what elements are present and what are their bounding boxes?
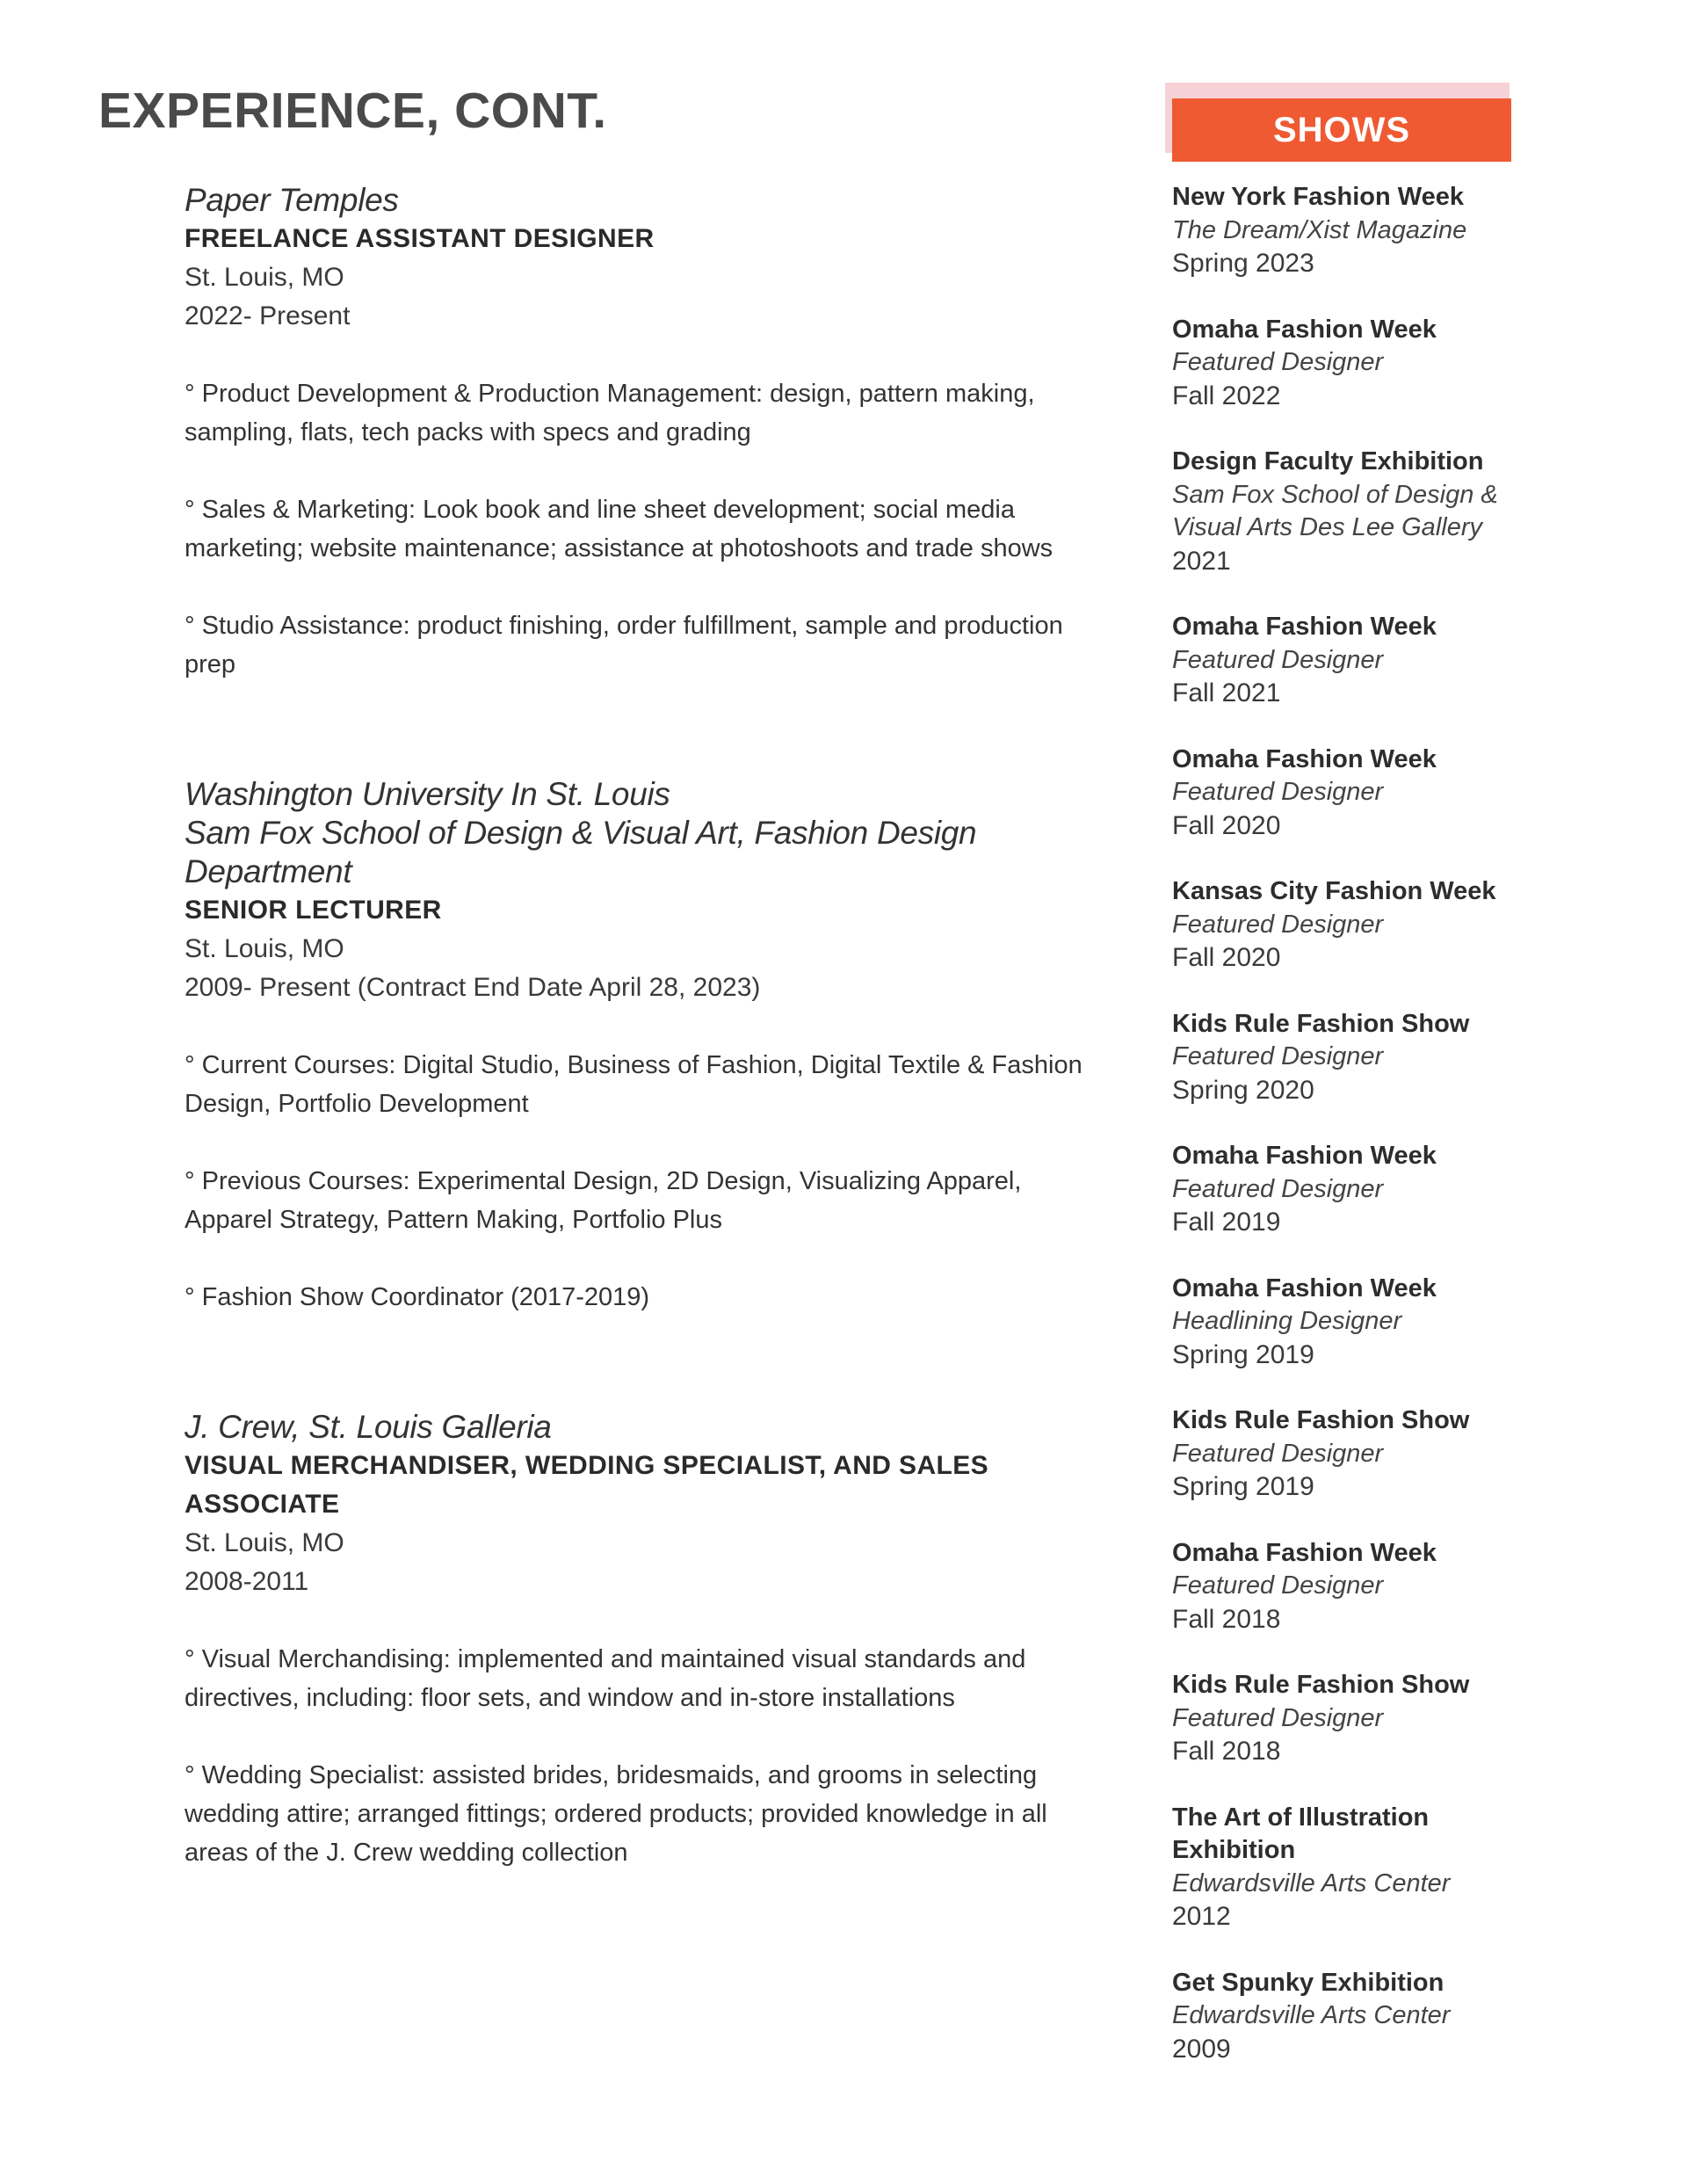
show-role: Featured Designer (1172, 1174, 1384, 1203)
show-entry (1172, 1404, 1515, 1504)
show-date: Fall 2022 (1172, 381, 1281, 410)
show-date: Spring 2020 (1172, 1075, 1314, 1105)
show-name: New York Fashion Week (1172, 183, 1464, 211)
show-date: Fall 2019 (1172, 1208, 1281, 1237)
page-title: EXPERIENCE, CONT. (98, 83, 607, 139)
show-role: The Dream/Xist Magazine (1172, 215, 1467, 244)
show-role: Featured Designer (1172, 1439, 1384, 1468)
job-bullet: ° Visual Merchandising: implemented and maintained visual standards and directives, including: floor sets, and window and in-store installations (185, 1645, 1026, 1712)
show-role: Edwardsville Arts Center (1172, 2001, 1451, 2029)
job-entry (185, 1408, 1098, 1872)
job-bullets (185, 374, 1098, 684)
show-name: Kids Rule Fashion Show (1172, 1671, 1470, 1699)
show-date: Fall 2020 (1172, 810, 1281, 840)
show-entry (1172, 1537, 1515, 1636)
job-location: St. Louis, MO (185, 934, 344, 963)
job-location: St. Louis, MO (185, 263, 344, 292)
show-role: Featured Designer (1172, 1571, 1384, 1600)
show-entry (1172, 744, 1515, 843)
job-bullet: ° Studio Assistance: product finishing, order fulfillment, sample and production prep (185, 612, 1063, 678)
job-location: St. Louis, MO (185, 1528, 344, 1557)
show-name: Design Faculty Exhibition (1172, 447, 1484, 475)
shows-header: SHOWS (1172, 98, 1511, 162)
job-bullet: ° Product Development & Production Management: design, pattern making, sampling, flats, tech packs with specs and grading (185, 380, 1035, 446)
show-role: Headlining Designer (1172, 1307, 1402, 1335)
show-entry (1172, 314, 1515, 413)
show-date: Spring 2023 (1172, 249, 1314, 278)
shows-list (1172, 181, 1515, 2065)
show-date: Spring 2019 (1172, 1472, 1314, 1501)
show-name: Omaha Fashion Week (1172, 315, 1437, 344)
show-date: Fall 2018 (1172, 1604, 1281, 1634)
show-date: 2012 (1172, 1902, 1231, 1931)
show-entry (1172, 181, 1515, 280)
show-date: Fall 2021 (1172, 678, 1281, 707)
show-name: Omaha Fashion Week (1172, 1273, 1437, 1302)
job-bullets (185, 1640, 1098, 1872)
show-date: 2009 (1172, 2034, 1231, 2064)
show-name: Kids Rule Fashion Show (1172, 1009, 1470, 1038)
shows-sidebar (1172, 88, 1515, 2065)
company-name: Washington University In St. Louis (185, 776, 670, 812)
job-bullet: ° Wedding Specialist: assisted brides, bridesmaids, and grooms in selecting wedding attire; arranged fittings; ordered products; provided knowledge in all areas of the J. Crew wedding collection (185, 1761, 1047, 1867)
show-entry (1172, 1140, 1515, 1239)
show-entry (1172, 875, 1515, 975)
show-role: Featured Designer (1172, 1703, 1384, 1732)
company-name: Paper Temples (185, 182, 399, 218)
show-role: Featured Designer (1172, 1042, 1384, 1070)
company-name: J. Crew, St. Louis Galleria (185, 1409, 552, 1445)
show-name: Omaha Fashion Week (1172, 744, 1437, 773)
company-department: Sam Fox School of Design & Visual Art, Fashion Design Department (185, 815, 977, 889)
show-name: The Art of Illustration Exhibition (1172, 1803, 1430, 1864)
job-bullet: ° Fashion Show Coordinator (2017-2019) (185, 1283, 650, 1311)
show-role: Sam Fox School of Design & Visual Arts Des Lee Gallery (1172, 480, 1498, 541)
show-entry (1172, 1273, 1515, 1372)
job-dates: 2022- Present (185, 301, 351, 330)
show-role: Featured Designer (1172, 348, 1384, 376)
job-bullets (185, 1046, 1098, 1317)
show-entry (1172, 1802, 1515, 1934)
show-date: Spring 2019 (1172, 1339, 1314, 1369)
shows-header-block (1172, 88, 1517, 163)
job-dates: 2008-2011 (185, 1567, 309, 1596)
show-name: Get Spunky Exhibition (1172, 1968, 1444, 1997)
show-name: Kansas City Fashion Week (1172, 877, 1496, 905)
show-date: Fall 2020 (1172, 943, 1281, 972)
show-entry (1172, 611, 1515, 710)
show-entry (1172, 1669, 1515, 1768)
show-date: Fall 2018 (1172, 1737, 1281, 1766)
show-entry (1172, 1967, 1515, 2066)
experience-section (185, 181, 1098, 1872)
show-entry (1172, 1008, 1515, 1107)
job-entry (185, 775, 1098, 1317)
show-role: Featured Designer (1172, 778, 1384, 806)
show-name: Omaha Fashion Week (1172, 1538, 1437, 1567)
job-title: SENIOR LECTURER (185, 896, 442, 925)
job-entry (185, 181, 1098, 684)
show-role: Edwardsville Arts Center (1172, 1868, 1451, 1897)
job-dates: 2009- Present (Contract End Date April 28, 2023) (185, 973, 761, 1002)
job-title: VISUAL MERCHANDISER, WEDDING SPECIALIST, AND SALES ASSOCIATE (185, 1451, 989, 1519)
show-role: Featured Designer (1172, 645, 1384, 674)
job-bullet: ° Sales & Marketing: Look book and line sheet development; social media marketing; website maintenance; assistance at photoshoots and trade shows (185, 496, 1053, 562)
show-role: Featured Designer (1172, 910, 1384, 939)
job-bullet: ° Current Courses: Digital Studio, Business of Fashion, Digital Textile & Fashion Design, Portfolio Development (185, 1051, 1082, 1118)
show-name: Omaha Fashion Week (1172, 613, 1437, 641)
show-date: 2021 (1172, 546, 1231, 576)
show-name: Kids Rule Fashion Show (1172, 1406, 1470, 1434)
show-name: Omaha Fashion Week (1172, 1142, 1437, 1170)
job-bullet: ° Previous Courses: Experimental Design, 2D Design, Visualizing Apparel, Apparel Strategy, Pattern Making, Portfolio Plus (185, 1167, 1022, 1234)
job-title: FREELANCE ASSISTANT DESIGNER (185, 224, 655, 253)
show-entry (1172, 446, 1515, 577)
